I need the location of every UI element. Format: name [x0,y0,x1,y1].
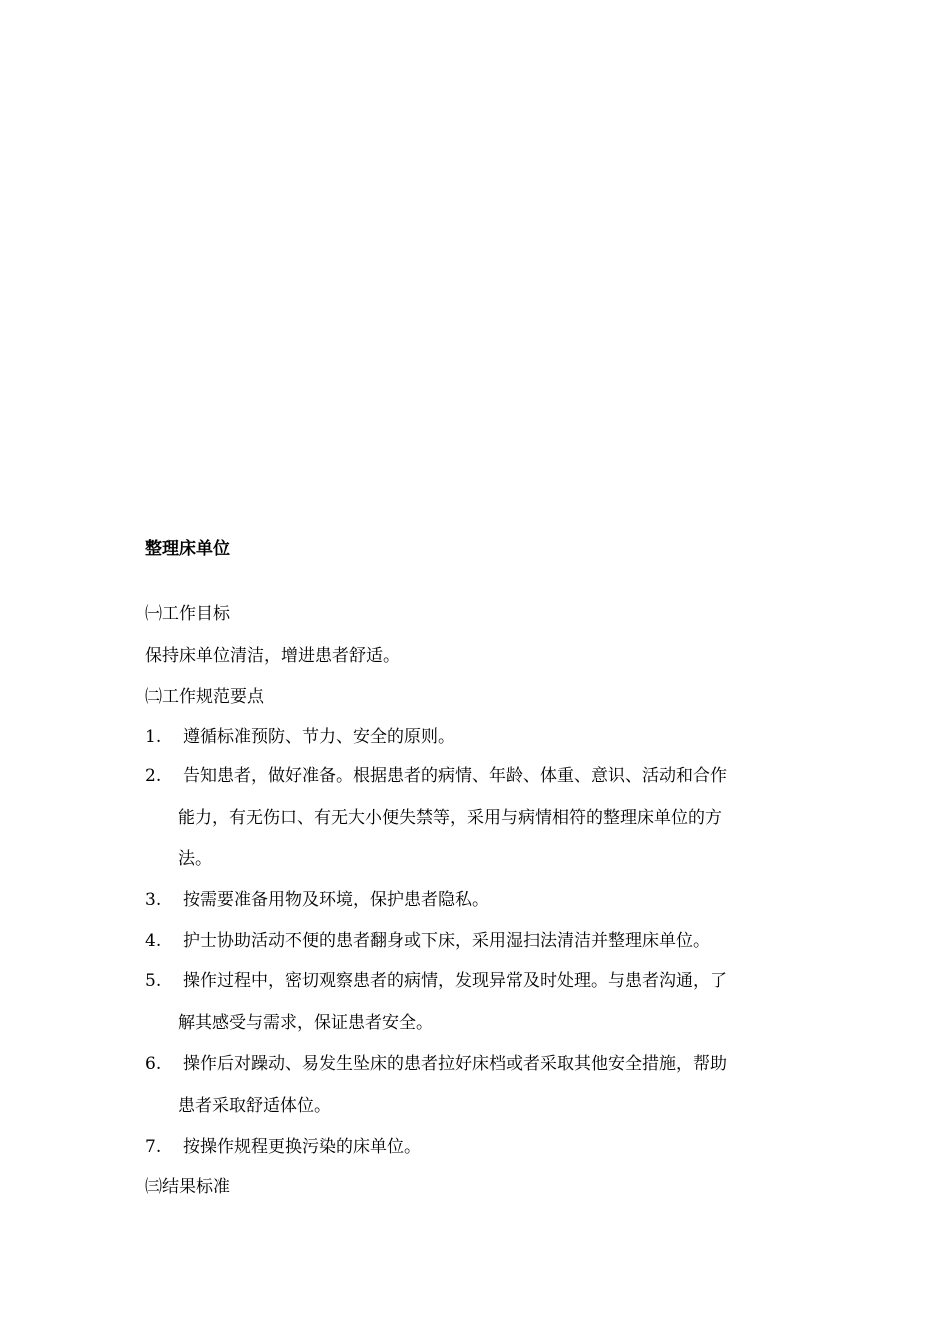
section-heading-norms: ㈡工作规范要点 [145,687,264,707]
document-title: 整理床单位 [145,539,230,559]
list-item-number: 5. [145,971,162,991]
list-item-number: 3. [145,890,162,910]
list-item-continuation: 能力，有无伤口、有无大小便失禁等，采用与病情相符的整理床单位的方 [178,808,722,828]
list-item-text: 操作过程中，密切观察患者的病情，发现异常及时处理。与患者沟通，了 [183,971,727,991]
goals-text: 保持床单位清洁，增进患者舒适。 [145,646,400,666]
list-item-number: 1. [145,727,162,747]
list-item-text: 操作后对躁动、易发生坠床的患者拉好床档或者采取其他安全措施，帮助 [183,1054,727,1074]
list-item-number: 6. [145,1054,162,1074]
list-item-continuation: 解其感受与需求，保证患者安全。 [178,1013,433,1033]
list-item-text: 按操作规程更换污染的床单位。 [183,1137,421,1157]
list-item-number: 4. [145,931,162,951]
list-item-continuation: 法。 [178,849,212,869]
list-item-text: 遵循标准预防、节力、安全的原则。 [183,727,455,747]
list-item-continuation: 患者采取舒适体位。 [178,1096,331,1116]
list-item-text: 按需要准备用物及环境，保护患者隐私。 [183,890,489,910]
list-item-text: 护士协助活动不便的患者翻身或下床，采用湿扫法清洁并整理床单位。 [183,931,710,951]
section-heading-goals: ㈠工作目标 [145,604,230,624]
section-heading-results: ㈢结果标准 [145,1177,230,1197]
list-item-number: 2. [145,766,162,786]
list-item-text: 告知患者，做好准备。根据患者的病情、年龄、体重、意识、活动和合作 [183,766,727,786]
list-item-number: 7. [145,1137,162,1157]
